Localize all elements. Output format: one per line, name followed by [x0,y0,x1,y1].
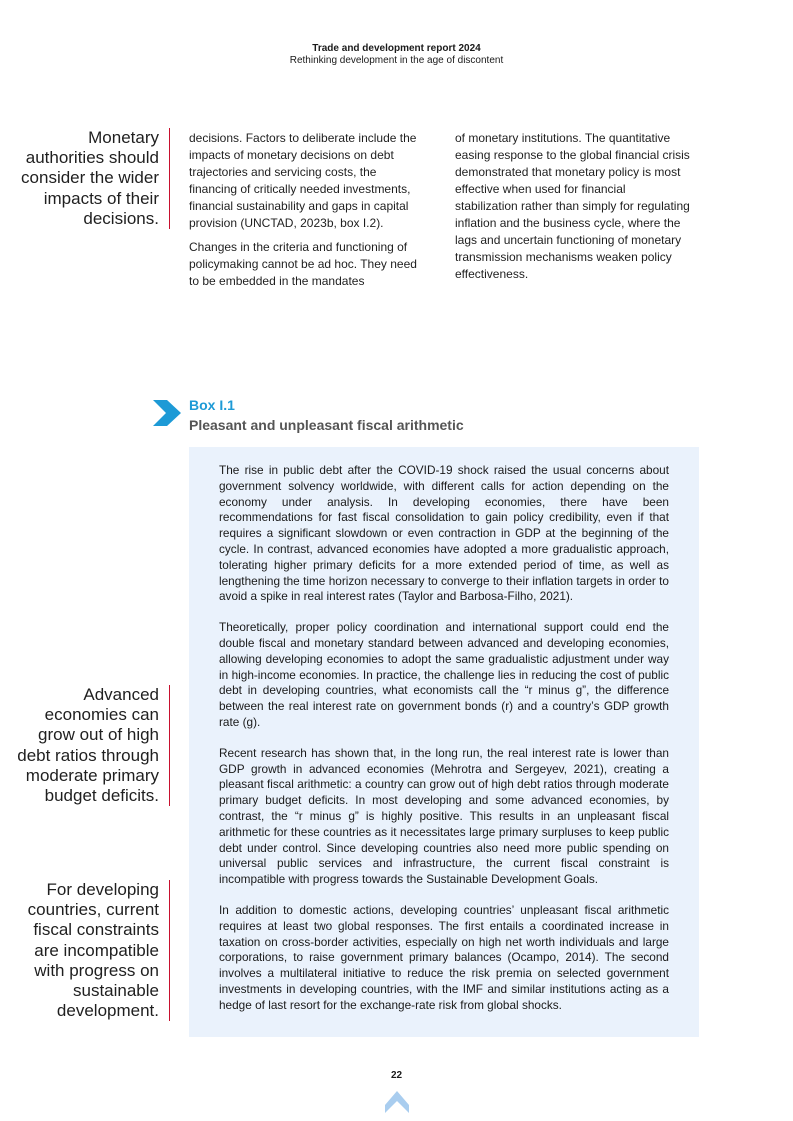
box-paragraph: Theoretically, proper policy coordination and international support could end the double fiscal and monetary standard between advanced and developing economies, allowing developing economies to adopt the same gradualistic adjustment under way in high-income economies. In practice, the challenge lies in reducing the cost of public debt in developing countries, what economists call the “r minus g”, the difference between the real interest rate on government bonds (r) and a country’s GDP growth rate (g). [219,620,669,729]
body-paragraph: Changes in the criteria and functioning of policymaking cannot be ad hoc. They need to be embedded in the mandates [189,240,417,288]
running-header [0,43,793,67]
pullquote-advanced-economies: Advanced economies can grow out of high debt ratios through moderate primary budget deficits. [9,685,170,806]
report-title: Trade and development report 2024 [312,43,481,54]
pullquote-developing-countries: For developing countries, current fiscal constraints are incompatible with progress on sustainable development. [9,880,170,1021]
body-column-left [189,130,421,297]
body-column-right [455,130,690,290]
body-paragraph: decisions. Factors to deliberate include the impacts of monetary decisions on debt trajectories and servicing costs, the financing of critically needed investments, financial sustainability and gaps in capital provision (UNCTAD, 2023b, box I.2). [189,131,417,230]
box-label: Box I.1 [189,397,235,413]
box-body [219,463,669,1029]
box-paragraph: Recent research has shown that, in the long run, the real interest rate is lower than GDP growth in advanced economies (Mehrotra and Sergeyev, 2021), creating a pleasant fiscal arithmetic: a country can grow out of high debt ratios through moderate primary budget deficits. In most developing and some advanced economies, by contrast, the “r minus g” is highly positive. This results in an unpleasant fiscal arithmetic for these countries as it necessitates large primary surpluses to keep public debt under control. Since developing countries also need more public spending on universal public services and infrastructure, the current fiscal constraint is incompatible with progress towards the Sustainable Development Goals. [219,745,669,887]
chevron-right-icon [152,399,182,427]
box-paragraph: The rise in public debt after the COVID-19 shock raised the usual concerns about government solvency worldwide, with different calls for action depending on the economy under analysis. In developing economies, there have been recommendations for fast fiscal consolidation to gain policy credibility, even if that requires a significant slowdown or even contraction in GDP at the beginning of the cycle. In contrast, advanced economies have adopted a more gradualistic approach, tolerating higher primary deficits for a more extended period of time, as well as lengthening the time horizon necessary to converge to their inflation targets in order to avoid a spike in real interest rates (Taylor and Barbosa-Filho, 2021). [219,463,669,604]
chevron-up-icon[interactable] [384,1089,410,1115]
pullquote-monetary: Monetary authorities should consider the wider impacts of their decisions. [9,128,170,229]
box-paragraph: In addition to domestic actions, developing countries’ unpleasant fiscal arithmetic requires at least two global responses. The first entails a coordinated increase in taxation on cross-border activities, especially on high net worth individuals and large corporations, to raise government primary balances (Ocampo, 2014). The second involves a multilateral initiative to reduce the risk premia on selected government investments in developing countries, with the IMF and similar institutions acting as a hedge of last resort for the exchange-rate risk from global shocks. [219,902,669,1012]
box-title: Pleasant and unpleasant fiscal arithmetic [189,417,464,433]
report-subtitle: Rethinking development in the age of discontent [289,55,504,66]
page-number: 22 [390,1070,403,1081]
body-paragraph: of monetary institutions. The quantitative easing response to the global financial crisis demonstrated that monetary policy is most effective when used for financial stabilization rather than simply for regulating inflation and the business cycle, where the lags and uncertain functioning of monetary transmission mechanisms weaken policy effectiveness. [455,131,690,281]
